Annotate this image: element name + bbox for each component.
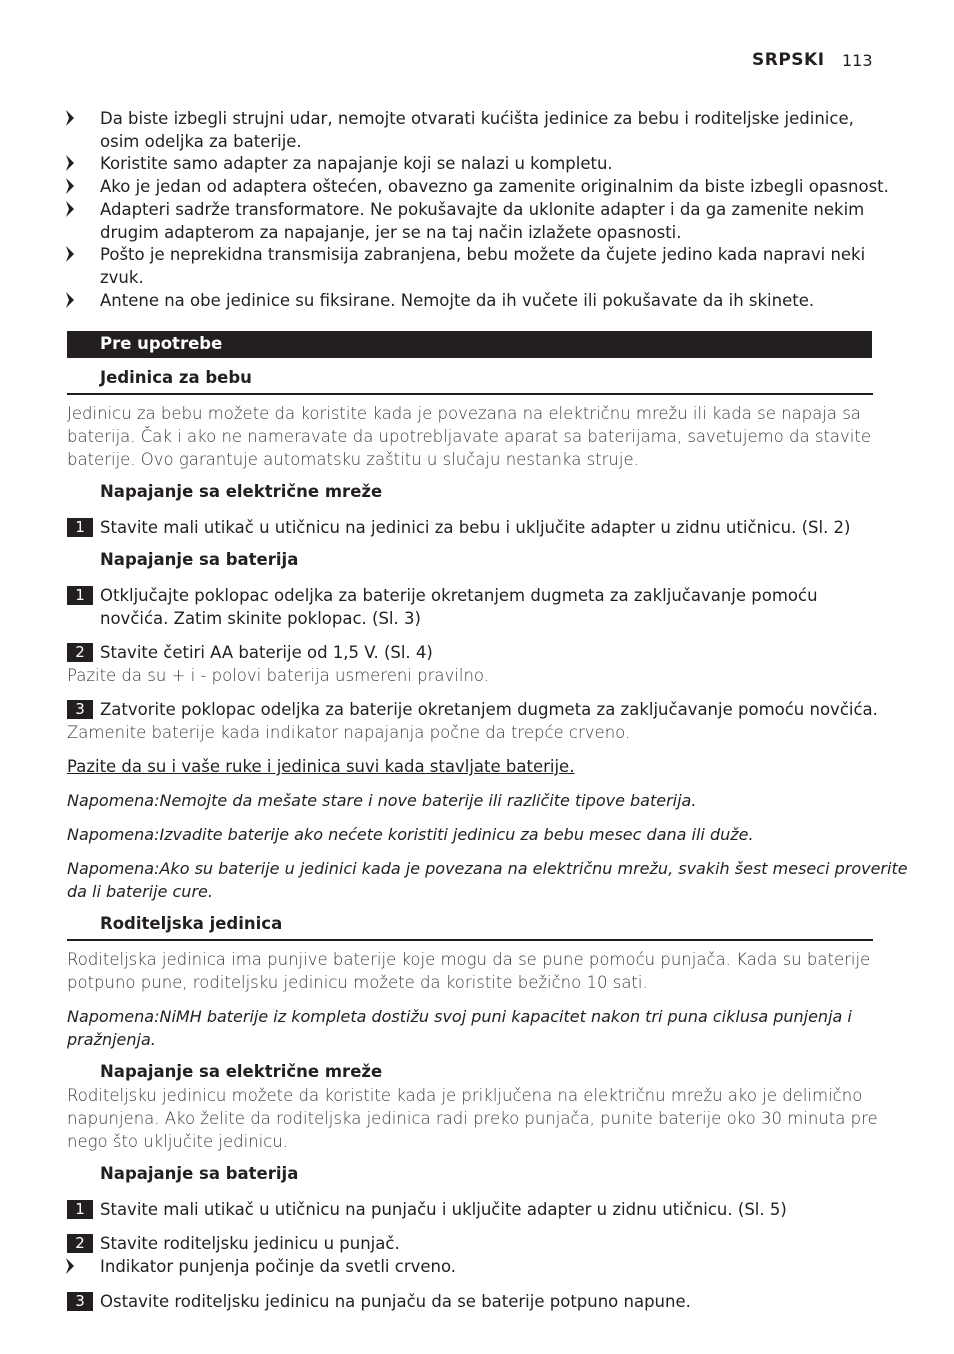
bullet-icon [66, 178, 76, 194]
step-text: Ostavite roditeljsku jedinicu na punjaču da se baterije potpuno napune. [100, 1292, 691, 1311]
parent-unit-intro: Roditeljska jedinica ima punjive baterije koje mogu da se pune pomoću punjača. Kada su baterije [67, 950, 871, 969]
bullet-icon [66, 155, 76, 171]
step-note: Zamenite baterije kada indikator napajanja počne da trepće crveno. [67, 723, 631, 742]
note-text: Napomena:Nemojte da mešate stare i nove baterije ili različite tipove baterija. [67, 791, 697, 810]
section-title: Pre upotrebe [100, 334, 223, 353]
note-text: Napomena:Izvadite baterije ako nećete koristiti jedinicu za bebu mesec dana ili duže. [67, 825, 754, 844]
heading-rule [67, 393, 873, 395]
caution-text: Pazite da su i vaše ruke i jedinica suvi kada stavljate baterije. [67, 757, 575, 776]
warning-text: Antene na obe jedinice su fiksirane. Nemojte da ih vučete ili pokušavate da ih skinete. [100, 291, 815, 310]
step-number: 3 [67, 700, 93, 719]
warning-text: Pošto je neprekidna transmisija zabranjena, bebu možete da čujete jedino kada napravi neki [100, 245, 866, 264]
warning-text: Ako je jedan od adaptera oštećen, obavezno ga zamenite originalnim da biste izbegli opasnost. [100, 177, 889, 196]
step-text: Stavite mali utikač u utičnicu na punjaču i uključite adapter u zidnu utičnicu. (Sl. 5) [100, 1200, 787, 1219]
note-text: Napomena:NiMH baterije iz kompleta dostižu svoj puni kapacitet nakon tri puna ciklusa punjenja i [67, 1007, 852, 1026]
step-text: Stavite roditeljsku jedinicu u punjač. [100, 1234, 400, 1253]
baby-unit-intro: baterije. Ovo garantuje automatsku zaštitu u slučaju nestanka struje. [67, 450, 639, 469]
step-text: novčića. Zatim skinite poklopac. (Sl. 3) [100, 609, 421, 628]
heading-rule [67, 939, 873, 941]
step-number: 1 [67, 586, 93, 605]
step-number: 3 [67, 1292, 93, 1311]
bullet-icon [66, 110, 76, 126]
step-number: 1 [67, 1200, 93, 1219]
mains-text: napunjena. Ako želite da roditeljska jedinica radi preko punjača, punite baterije oko 30 minuta pre [67, 1109, 878, 1128]
baby-unit-intro: Jedinicu za bebu možete da koristite kada je povezana na električnu mrežu ili kada se napaja sa [67, 404, 861, 423]
step-number: 1 [67, 518, 93, 537]
step-note: Pazite da su + i - polovi baterija usmereni pravilno. [67, 666, 489, 685]
bullet-icon [66, 246, 76, 262]
mains-text: Roditeljsku jedinicu možete da koristite kada je priključena na električnu mrežu ako je delimično [67, 1086, 863, 1105]
baby-unit-heading: Jedinica za bebu [100, 368, 252, 387]
baby-unit-intro: baterija. Čak i ako ne nameravate da upotrebljavate aparat sa baterijama, savetujemo da stavite [67, 427, 871, 446]
battery-heading: Napajanje sa baterija [100, 550, 299, 569]
note-text: pražnjenja. [67, 1030, 156, 1049]
note-text: da li baterije cure. [67, 882, 213, 901]
warning-text: Koristite samo adapter za napajanje koji se nalazi u kompletu. [100, 154, 613, 173]
battery-heading: Napajanje sa baterija [100, 1164, 299, 1183]
step-text: Otključajte poklopac odeljka za baterije okretanjem dugmeta za zaključavanje pomoću [100, 586, 818, 605]
bullet-icon [66, 201, 76, 217]
section-title-bar [67, 331, 872, 358]
step-text: Stavite mali utikač u utičnicu na jedinici za bebu i uključite adapter u zidnu utičnicu. (Sl. 2) [100, 518, 851, 537]
parent-unit-intro: potpuno pune, roditeljsku jedinicu možete da koristite bežično 10 sati. [67, 973, 648, 992]
bullet-icon [66, 1258, 76, 1274]
mains-text: nego što uključite jedinicu. [67, 1132, 289, 1151]
warning-text: Adapteri sadrže transformatore. Ne pokušavajte da uklonite adapter i da ga zamenite nekim [100, 200, 865, 219]
language-header: SRPSKI [752, 50, 825, 70]
step-text: Stavite četiri AA baterije od 1,5 V. (Sl. 4) [100, 643, 433, 662]
warning-text: Da biste izbegli strujni udar, nemojte otvarati kućišta jedinice za bebu i roditeljske jedinice, [100, 109, 854, 128]
mains-heading: Napajanje sa električne mreže [100, 1062, 383, 1081]
step-number: 2 [67, 643, 93, 662]
step-result: Indikator punjenja počinje da svetli crveno. [100, 1257, 457, 1276]
step-number: 2 [67, 1234, 93, 1253]
warning-text: osim odeljka za baterije. [100, 132, 302, 151]
page-number: 113 [842, 51, 873, 70]
warning-text: zvuk. [100, 268, 144, 287]
warning-text: drugim adapterom za napajanje, jer se na taj način izlažete opasnosti. [100, 223, 682, 242]
step-text: Zatvorite poklopac odeljka za baterije okretanjem dugmeta za zaključavanje pomoću novčića. [100, 700, 878, 719]
mains-heading: Napajanje sa električne mreže [100, 482, 383, 501]
note-text: Napomena:Ako su baterije u jedinici kada je povezana na električnu mrežu, svakih šest meseci proverite [67, 859, 908, 878]
bullet-icon [66, 292, 76, 308]
parent-unit-heading: Roditeljska jedinica [100, 914, 283, 933]
